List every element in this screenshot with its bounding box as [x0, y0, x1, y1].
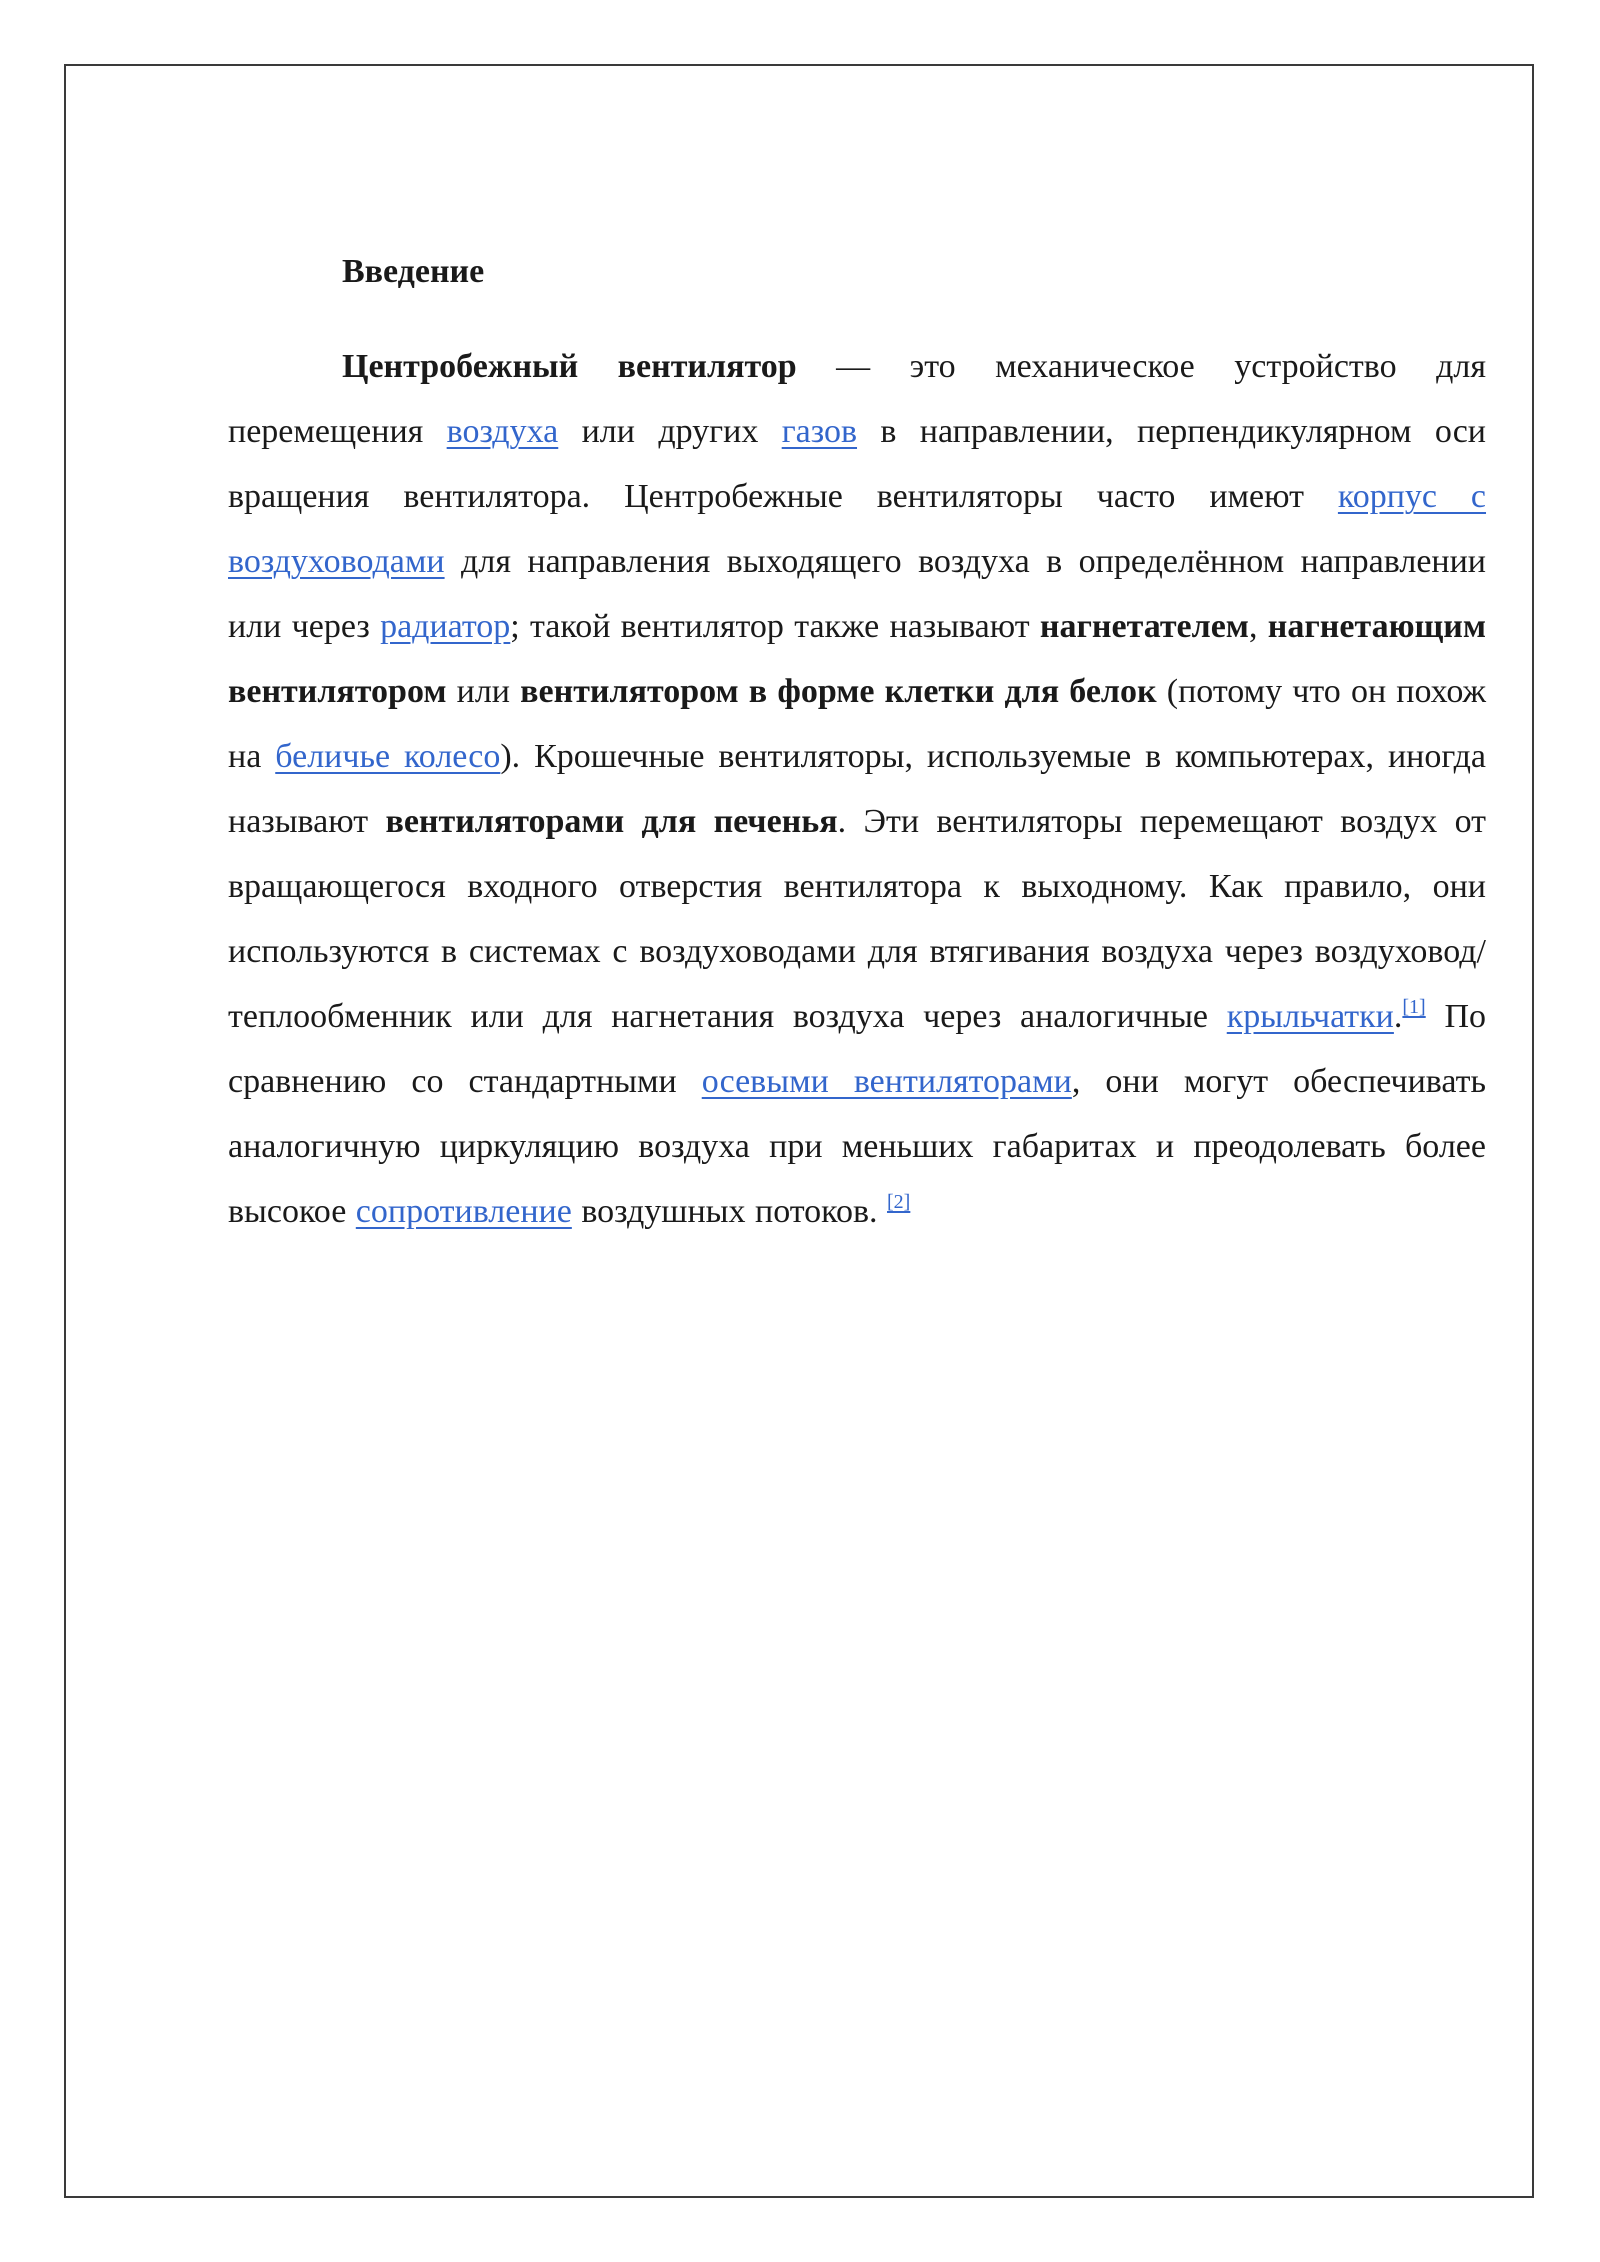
- footnote-link[interactable]: [1]: [1402, 996, 1426, 1018]
- intro-paragraph: [228, 334, 1486, 1244]
- footnote-ref: [1402, 996, 1425, 1018]
- bold-term: нагнетающим вентилятором: [228, 608, 1487, 710]
- body-text: .: [1393, 998, 1403, 1035]
- body-text: или других: [558, 413, 782, 450]
- wiki-link[interactable]: беличье колесо: [275, 738, 501, 775]
- wiki-link[interactable]: осевыми вентиляторами: [701, 1063, 1072, 1100]
- document-body: [228, 240, 1486, 1244]
- footnote-link[interactable]: [2]: [887, 1191, 911, 1213]
- body-text: , они могут обеспечивать аналогичную циркуляцию воздуха при меньших габаритах и преодолевать более высокое: [228, 1063, 1486, 1230]
- body-text: или: [446, 673, 521, 710]
- body-text: воздушных потоков.: [571, 1193, 888, 1230]
- wiki-link[interactable]: воздуха: [446, 413, 559, 450]
- wiki-link[interactable]: радиатор: [380, 608, 511, 645]
- body-text: ,: [1248, 608, 1268, 645]
- wiki-link[interactable]: сопротивление: [355, 1193, 572, 1230]
- wiki-link[interactable]: крыльчатки: [1226, 998, 1394, 1035]
- body-text: (потому что он похож на: [228, 673, 1487, 775]
- footnote-ref: [887, 1191, 910, 1213]
- bold-term: вентилятором в форме клетки для белок: [520, 673, 1157, 710]
- body-text: для направления выходящего воздуха в определённом направлении или через: [228, 543, 1486, 645]
- body-text: По сравнению со стандартными: [228, 998, 1486, 1100]
- body-text: в направлении, перпендикулярном оси вращения вентилятора. Центробежные вентиляторы часто имеют: [228, 413, 1486, 515]
- body-text: ; такой вентилятор также называют: [510, 608, 1040, 645]
- bold-term: вентиляторами для печенья: [385, 803, 838, 840]
- wiki-link[interactable]: корпус с воздуховодами: [228, 478, 1487, 580]
- body-text: ). Крошечные вентиляторы, используемые в компьютерах, иногда называют: [228, 738, 1487, 840]
- bold-term: Центробежный вентилятор: [342, 348, 797, 385]
- wiki-link[interactable]: газов: [781, 413, 858, 450]
- body-text: . Эти вентиляторы перемещают воздух от вращающегося входного отверстия вентилятора к выходному. Как правило, они используются в системах с воздуховодами для втягивания воздуха через воздуховод/теплообменник или для нагнетания воздуха через аналогичные: [228, 803, 1486, 1035]
- body-text: — это механическое устройство для перемещения: [228, 348, 1486, 450]
- section-heading: Введение: [342, 253, 485, 290]
- bold-term: нагнетателем: [1039, 608, 1249, 645]
